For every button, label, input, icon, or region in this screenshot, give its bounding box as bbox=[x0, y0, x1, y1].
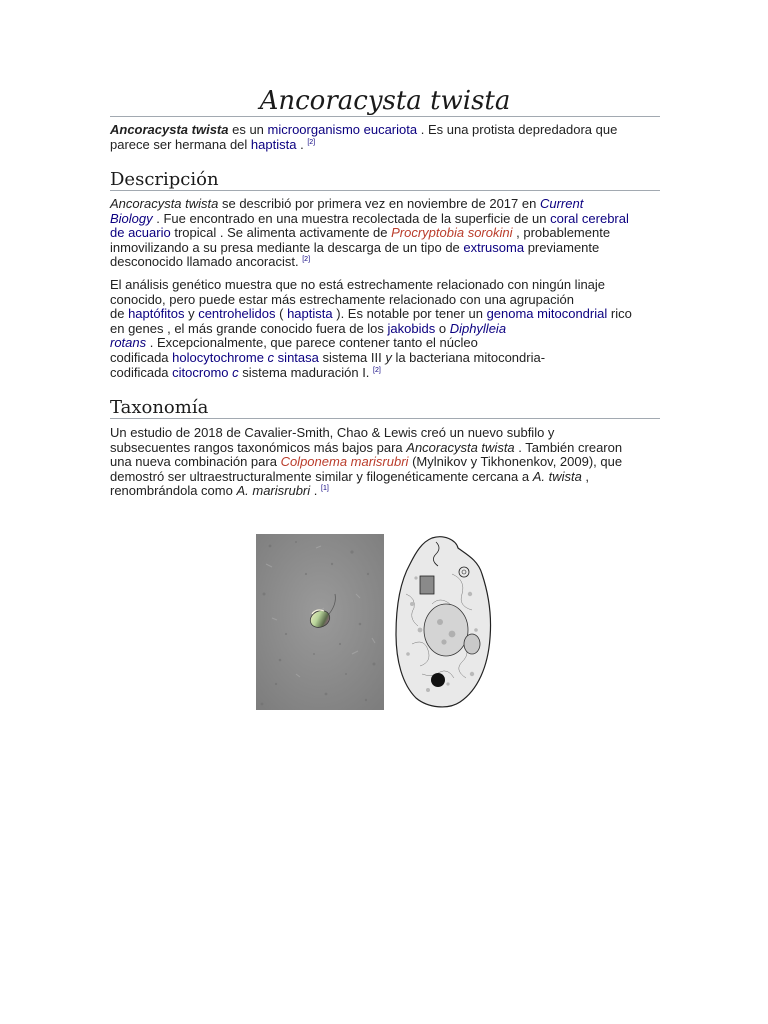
reference-link[interactable]: [2] bbox=[307, 138, 316, 146]
link-centrohelidos[interactable]: centrohelidos bbox=[198, 306, 276, 322]
link-extrusoma[interactable]: extrusoma bbox=[463, 239, 525, 255]
taxonomy-paragraph: Un estudio de 2018 de Cavalier-Smith, Chao & Lewis creó un nuevo subfilo y subsecuentes rangos taxonómicos más bajos para Ancoracysta twista . También crearon una nueva combinación para Colponema marisrubri (Mylnikov y Tikhonenkov, 2009), que demostró ser ultraestructuralmente similar y filogenéticamente cercana a A. twista , renombrándola como A. marisrubri . [1] bbox=[110, 425, 623, 499]
section-heading-taxonomia: Taxonomía bbox=[110, 397, 660, 419]
link-jakobids[interactable]: jakobids bbox=[387, 320, 436, 336]
link-haptista[interactable]: haptista bbox=[287, 306, 333, 322]
page-title: Ancoracysta twista bbox=[110, 84, 660, 117]
description-paragraph-1: Ancoracysta twista se describió por primera vez en noviembre de 2017 en Current Biology . Fue encontrado en una muestra recolectada de la superficie de un coral cerebral de acuario tropical . Se alimenta activamente de Procryptobia sorokini , probablemente inmovilizando a su presa mediante la descarga de un tipo de extrusoma previamente desconocido llamado ancoracist. [2] bbox=[110, 196, 629, 270]
reference-link[interactable]: [1] bbox=[321, 485, 329, 493]
intro-paragraph: Ancoracysta twista es un microorganismo eucariota . Es una protista depredadora que parece ser hermana del haptista . [2] bbox=[110, 122, 618, 152]
description-paragraph-2: El análisis genético muestra que no está estrechamente relacionado con ningún linaje conocido, pero puede estar más estrechamente relacionado con una agrupación de haptófitos y centrohelidos ( haptista ). Es notable por tener un genoma mitocondrial rico en genes , el más grande conocido fuera de los jakobids o Diphylleia rotans . Excepcionalmente, que parece contener tanto el núcleo codificada holocytochrome c sintasa sistema III y la bacteriana mitocondria- codificada citocromo c sistema maduración I. [2] bbox=[110, 277, 632, 380]
link-coral-cerebral[interactable]: coral cerebral bbox=[550, 210, 629, 226]
link-coral-cerebral-cont[interactable]: de acuario bbox=[110, 225, 171, 241]
link-holocytochrome-c-sintasa[interactable]: holocytochrome c sintasa bbox=[172, 349, 319, 365]
reference-link[interactable]: [2] bbox=[302, 256, 311, 264]
link-microorganismo-eucariota[interactable]: microorganismo eucariota bbox=[267, 122, 418, 137]
intro-term: Ancoracysta twista bbox=[110, 122, 229, 137]
link-genoma-mitocondrial[interactable]: genoma mitocondrial bbox=[486, 306, 608, 322]
reference-link[interactable]: [2] bbox=[373, 366, 381, 374]
link-procryptobia-sorokini[interactable]: Procryptobia sorokini bbox=[391, 225, 513, 241]
section-heading-descripcion: Descripción bbox=[110, 169, 660, 191]
link-diphylleia-rotans[interactable]: Diphylleia bbox=[449, 320, 507, 336]
link-haptista[interactable]: haptista bbox=[250, 136, 297, 152]
cell-drawing bbox=[392, 534, 496, 710]
link-current-biology-cont[interactable]: Biology bbox=[110, 210, 153, 226]
link-colponema-marisrubri[interactable]: Colponema marisrubri bbox=[280, 454, 409, 470]
link-citocromo-c[interactable]: citocromo c bbox=[172, 364, 239, 380]
link-diphylleia-rotans-cont[interactable]: rotans bbox=[110, 335, 147, 351]
link-current-biology[interactable]: Current bbox=[539, 196, 584, 211]
micrograph-photo bbox=[256, 534, 384, 710]
link-haptofitos[interactable]: haptófitos bbox=[128, 306, 185, 322]
micrograph-image[interactable] bbox=[256, 534, 384, 710]
cell-drawing-image[interactable] bbox=[392, 534, 496, 710]
